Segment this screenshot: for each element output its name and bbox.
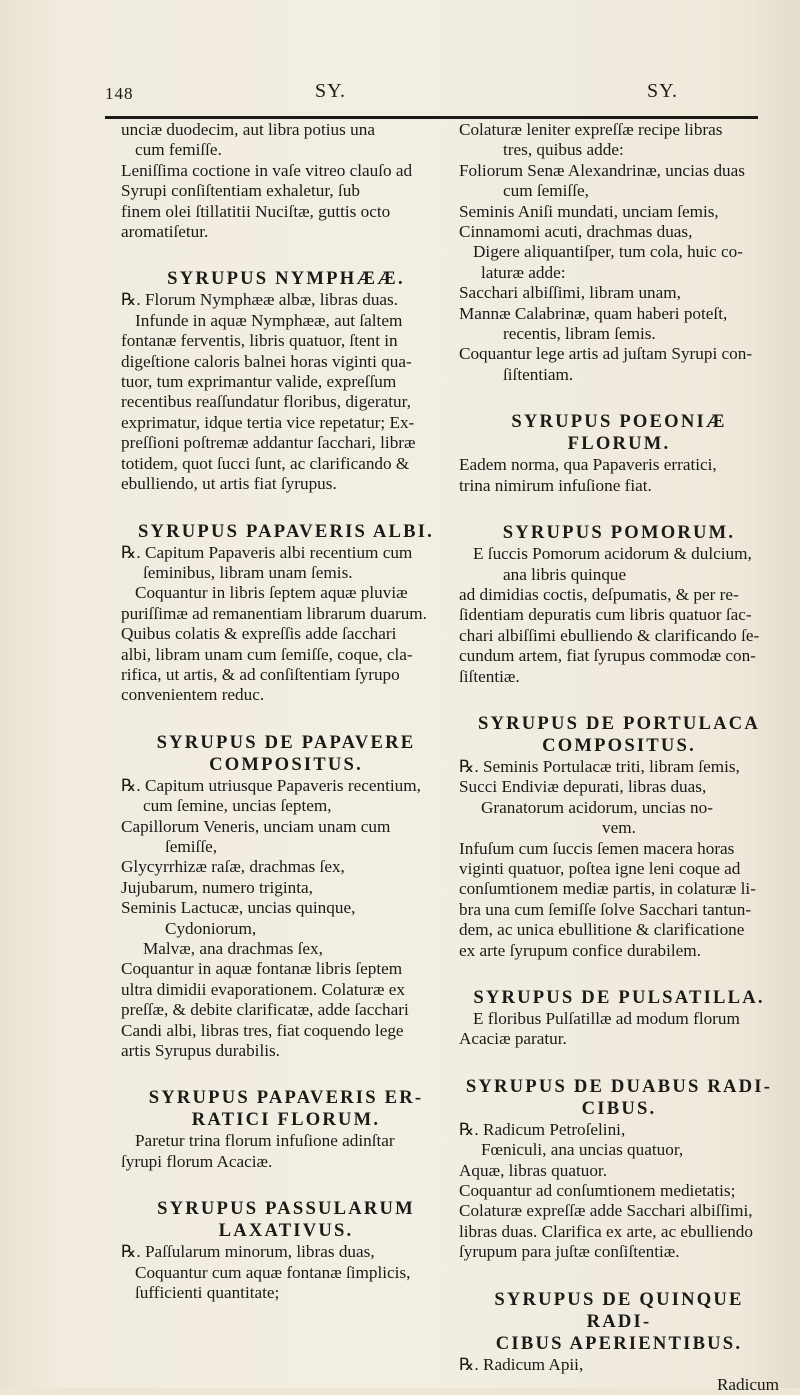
section-heading: SYRUPUS DE DUABUS RADI-	[465, 1075, 773, 1097]
text-line: E floribus Pulſatillæ ad modum florum	[473, 1009, 740, 1028]
text-line: Coquantur in aquæ fontanæ libris ſeptem	[121, 959, 403, 979]
spacer	[459, 1263, 779, 1289]
text-line: ℞. Radicum Apii,	[459, 1354, 584, 1374]
text-line: ℞. Capitum Papaveris albi recentium cum	[121, 542, 413, 562]
text-line: preſſioni poſtremæ addantur ſacchari, libræ	[121, 433, 416, 453]
text-line: puriſſimæ ad remanentiam librarum duarum.	[121, 603, 427, 623]
text-line: Acaciæ paratur.	[459, 1029, 567, 1049]
section-heading: SYRUPUS DE PORTULACA	[478, 712, 760, 734]
text-line: ℞. Radicum Petroſelini,	[459, 1119, 626, 1139]
text-line: ℞. Seminis Portulacæ triti, libram ſemis,	[459, 756, 740, 776]
text-line: conſumtionem mediæ partis, in colaturæ li-	[459, 879, 756, 899]
page-number: 148	[105, 84, 134, 103]
text-line: Cydoniorum,	[165, 918, 257, 938]
text-line: Colaturæ leniter expreſſæ recipe libras	[459, 120, 723, 139]
text-line: Malvæ, ana drachmas ſex,	[143, 939, 323, 958]
text-line: Infunde in aquæ Nymphææ, aut ſaltem	[135, 310, 403, 330]
section-heading: COMPOSITUS.	[542, 734, 696, 756]
text-line: ſemiſſe,	[165, 836, 218, 856]
text-line: Fœniculi, ana uncias quatuor,	[481, 1140, 684, 1160]
text-line: chari albiſſimi ebulliendo & clarificando ſe-	[459, 625, 760, 645]
spacer	[459, 1050, 779, 1076]
section-heading: CIBUS APERIENTIBUS.	[495, 1332, 743, 1354]
text-line: Cinnamomi acuti, drachmas duas,	[459, 222, 693, 242]
spacer	[121, 706, 451, 732]
text-line: Syrupi conſiſtentiam exhaletur, ſub	[121, 181, 360, 201]
section-heading: COMPOSITUS.	[209, 753, 363, 775]
text-line: Seminis Lactucæ, uncias quinque,	[121, 898, 356, 918]
text-line: ex arte ſyrupum confice durabilem.	[459, 940, 701, 960]
text-line: exprimatur, idque tertia vice repetatur; Ex-	[121, 412, 415, 432]
text-line: ultra dimidii evaporationem. Colaturæ ex	[121, 979, 406, 999]
section-heading: SYRUPUS DE QUINQUE RADI-	[494, 1288, 744, 1332]
text-line: rifica, ut artis, & ad conſiſtentiam ſyrupo	[121, 664, 400, 684]
text-line: tuor, tum exprimantur valide, expreſſum	[121, 372, 397, 392]
text-line: ℞. Capitum utriusque Papaveris recentium,	[121, 775, 421, 795]
text-line: laturæ adde:	[481, 262, 566, 282]
page-header	[105, 80, 758, 119]
text-line: libras duas. Clarifica ex arte, ac ebulliendo	[459, 1221, 753, 1241]
text-line: Leniſſima coctione in vaſe vitreo clauſo ad	[121, 160, 413, 180]
text-line: aromatiſetur.	[121, 222, 209, 242]
text-line: fontanæ ferventis, libris quatuor, ſtent in	[121, 331, 398, 351]
text-line: vem.	[602, 818, 636, 838]
spacer	[121, 242, 451, 268]
text-line: ſufficienti quantitate;	[135, 1283, 280, 1303]
text-line: Coquantur lege artis ad juſtam Syrupi con-	[459, 344, 753, 364]
text-line: Quibus colatis & expreſſis adde ſacchari	[121, 624, 397, 644]
text-line: tres, quibus adde:	[503, 140, 624, 160]
spacer	[459, 496, 779, 522]
text-line: cum ſemiſſe,	[503, 181, 589, 201]
section-heading: SYRUPUS PASSULARUM	[157, 1198, 415, 1220]
section-heading: SYRUPUS POMORUM.	[502, 522, 736, 544]
text-line: unciæ duodecim, aut libra potius una	[121, 120, 375, 139]
text-line: Capillorum Veneris, unciam unam cum	[121, 816, 391, 836]
text-line: Colaturæ expreſſæ adde Sacchari albiſſimi,	[459, 1201, 753, 1221]
section-heading: RATICI FLORUM.	[191, 1109, 381, 1131]
spacer	[121, 495, 451, 521]
text-line: finem olei ſtillatitii Nuciſtæ, guttis octo	[121, 201, 391, 221]
text-line: digeſtione caloris balnei horas viginti qua-	[121, 351, 412, 371]
text-line: albi, libram unam cum ſemiſſe, coque, cla-	[121, 644, 413, 664]
section-heading: SYRUPUS POEONIÆ FLORUM.	[511, 411, 727, 455]
spacer	[121, 1172, 451, 1198]
text-line: Aquæ, libras quatuor.	[459, 1160, 607, 1180]
text-line: dem, ac unica ebullitione & clarificatione	[459, 920, 745, 940]
text-line: ſidentiam depuratis cum libris quatuor ſac-	[459, 605, 752, 625]
right-column	[459, 120, 779, 1395]
text-line: ſiſtentiæ.	[459, 666, 520, 686]
text-line: Digere aliquantiſper, tum cola, huic co-	[473, 242, 743, 262]
text-line: Mannæ Calabrinæ, quam haberi poteſt,	[459, 303, 728, 323]
spacer	[121, 1061, 451, 1087]
spacer	[459, 961, 779, 987]
text-line: recentis, libram ſemis.	[503, 324, 656, 344]
text-line: convenientem reduc.	[121, 685, 265, 705]
text-line: Candi albi, libras tres, fiat coquendo lege	[121, 1020, 404, 1040]
section-heading: CIBUS.	[581, 1097, 657, 1119]
section-heading: SYRUPUS DE PULSATILLA.	[473, 987, 765, 1008]
text-line: ℞. Paſſularum minorum, libras duas,	[121, 1242, 375, 1262]
section-heading: SYRUPUS PAPAVERIS ER-	[148, 1087, 424, 1109]
text-line: ana libris quinque	[503, 564, 627, 584]
text-line: Seminis Aniſi mundati, unciam ſemis,	[459, 201, 719, 221]
text-line: ſiſtentiam.	[503, 364, 574, 384]
text-line: Paretur trina florum infuſione adinſtar	[135, 1131, 395, 1151]
text-line: Infuſum cum ſuccis ſemen macera horas	[459, 838, 735, 858]
section-heading: SYRUPUS PAPAVERIS ALBI.	[138, 520, 434, 542]
text-line: Granatorum acidorum, uncias no-	[481, 797, 713, 817]
text-line: Succi Endiviæ depurati, libras duas,	[459, 777, 707, 797]
text-line: preſſæ, & debite clarificatæ, adde ſacchari	[121, 1000, 409, 1020]
text-line: cum ſemine, uncias ſeptem,	[143, 796, 332, 816]
text-line: Radicum	[716, 1375, 779, 1395]
text-line: Foliorum Senæ Alexandrinæ, uncias duas	[459, 160, 745, 180]
text-line: totidem, quot ſucci ſunt, ac clarificando &	[121, 453, 410, 473]
spacer	[459, 385, 779, 411]
text-line: Eadem norma, qua Papaveris erratici,	[459, 455, 717, 475]
text-line: cundum artem, fiat ſyrupus commodæ con-	[459, 646, 756, 666]
text-line: trina nimirum infuſione fiat.	[459, 475, 652, 495]
text-line: viginti quatuor, poſtea igne leni coque ad	[459, 858, 741, 878]
text-line: bra una cum ſemiſſe ſolve Sacchari tantun-	[459, 899, 752, 919]
text-line: Coquantur ad conſumtionem medietatis;	[459, 1181, 736, 1201]
text-line: ebulliendo, ut artis fiat ſyrupus.	[121, 474, 337, 494]
text-line: Coquantur cum aquæ fontanæ ſimplicis,	[135, 1262, 411, 1282]
text-line: Glycyrrhizæ raſæ, drachmas ſex,	[121, 857, 345, 877]
text-line: recentibus reaſſundatur floribus, digeratur,	[121, 392, 411, 412]
text-line: ſyrupi florum Acaciæ.	[121, 1151, 273, 1171]
text-line: E ſuccis Pomorum acidorum & dulcium,	[473, 544, 752, 564]
right-running-head: SY.	[647, 80, 678, 102]
text-line: Jujubarum, numero triginta,	[121, 877, 313, 897]
section-heading: LAXATIVUS.	[218, 1220, 354, 1242]
text-line: ℞. Florum Nymphææ albæ, libras duas.	[121, 290, 399, 310]
section-heading: SYRUPUS DE PAPAVERE	[156, 731, 416, 753]
left-column	[121, 120, 451, 1303]
text-line: cum femiſſe.	[135, 140, 222, 160]
spacer	[459, 687, 779, 713]
text-line: ſyrupum para juſtæ conſiſtentiæ.	[459, 1242, 680, 1262]
text-line: ad dimidias coctis, deſpumatis, & per re-	[459, 584, 739, 604]
left-running-head: SY.	[315, 80, 346, 102]
text-line: artis Syrupus durabilis.	[121, 1041, 280, 1061]
text-line: ſeminibus, libram unam ſemis.	[143, 562, 353, 582]
section-heading: SYRUPUS NYMPHÆÆ.	[167, 268, 405, 290]
text-line: Sacchari albiſſimi, libram unam,	[459, 283, 681, 303]
text-line: Coquantur in libris ſeptem aquæ pluviæ	[135, 583, 408, 603]
